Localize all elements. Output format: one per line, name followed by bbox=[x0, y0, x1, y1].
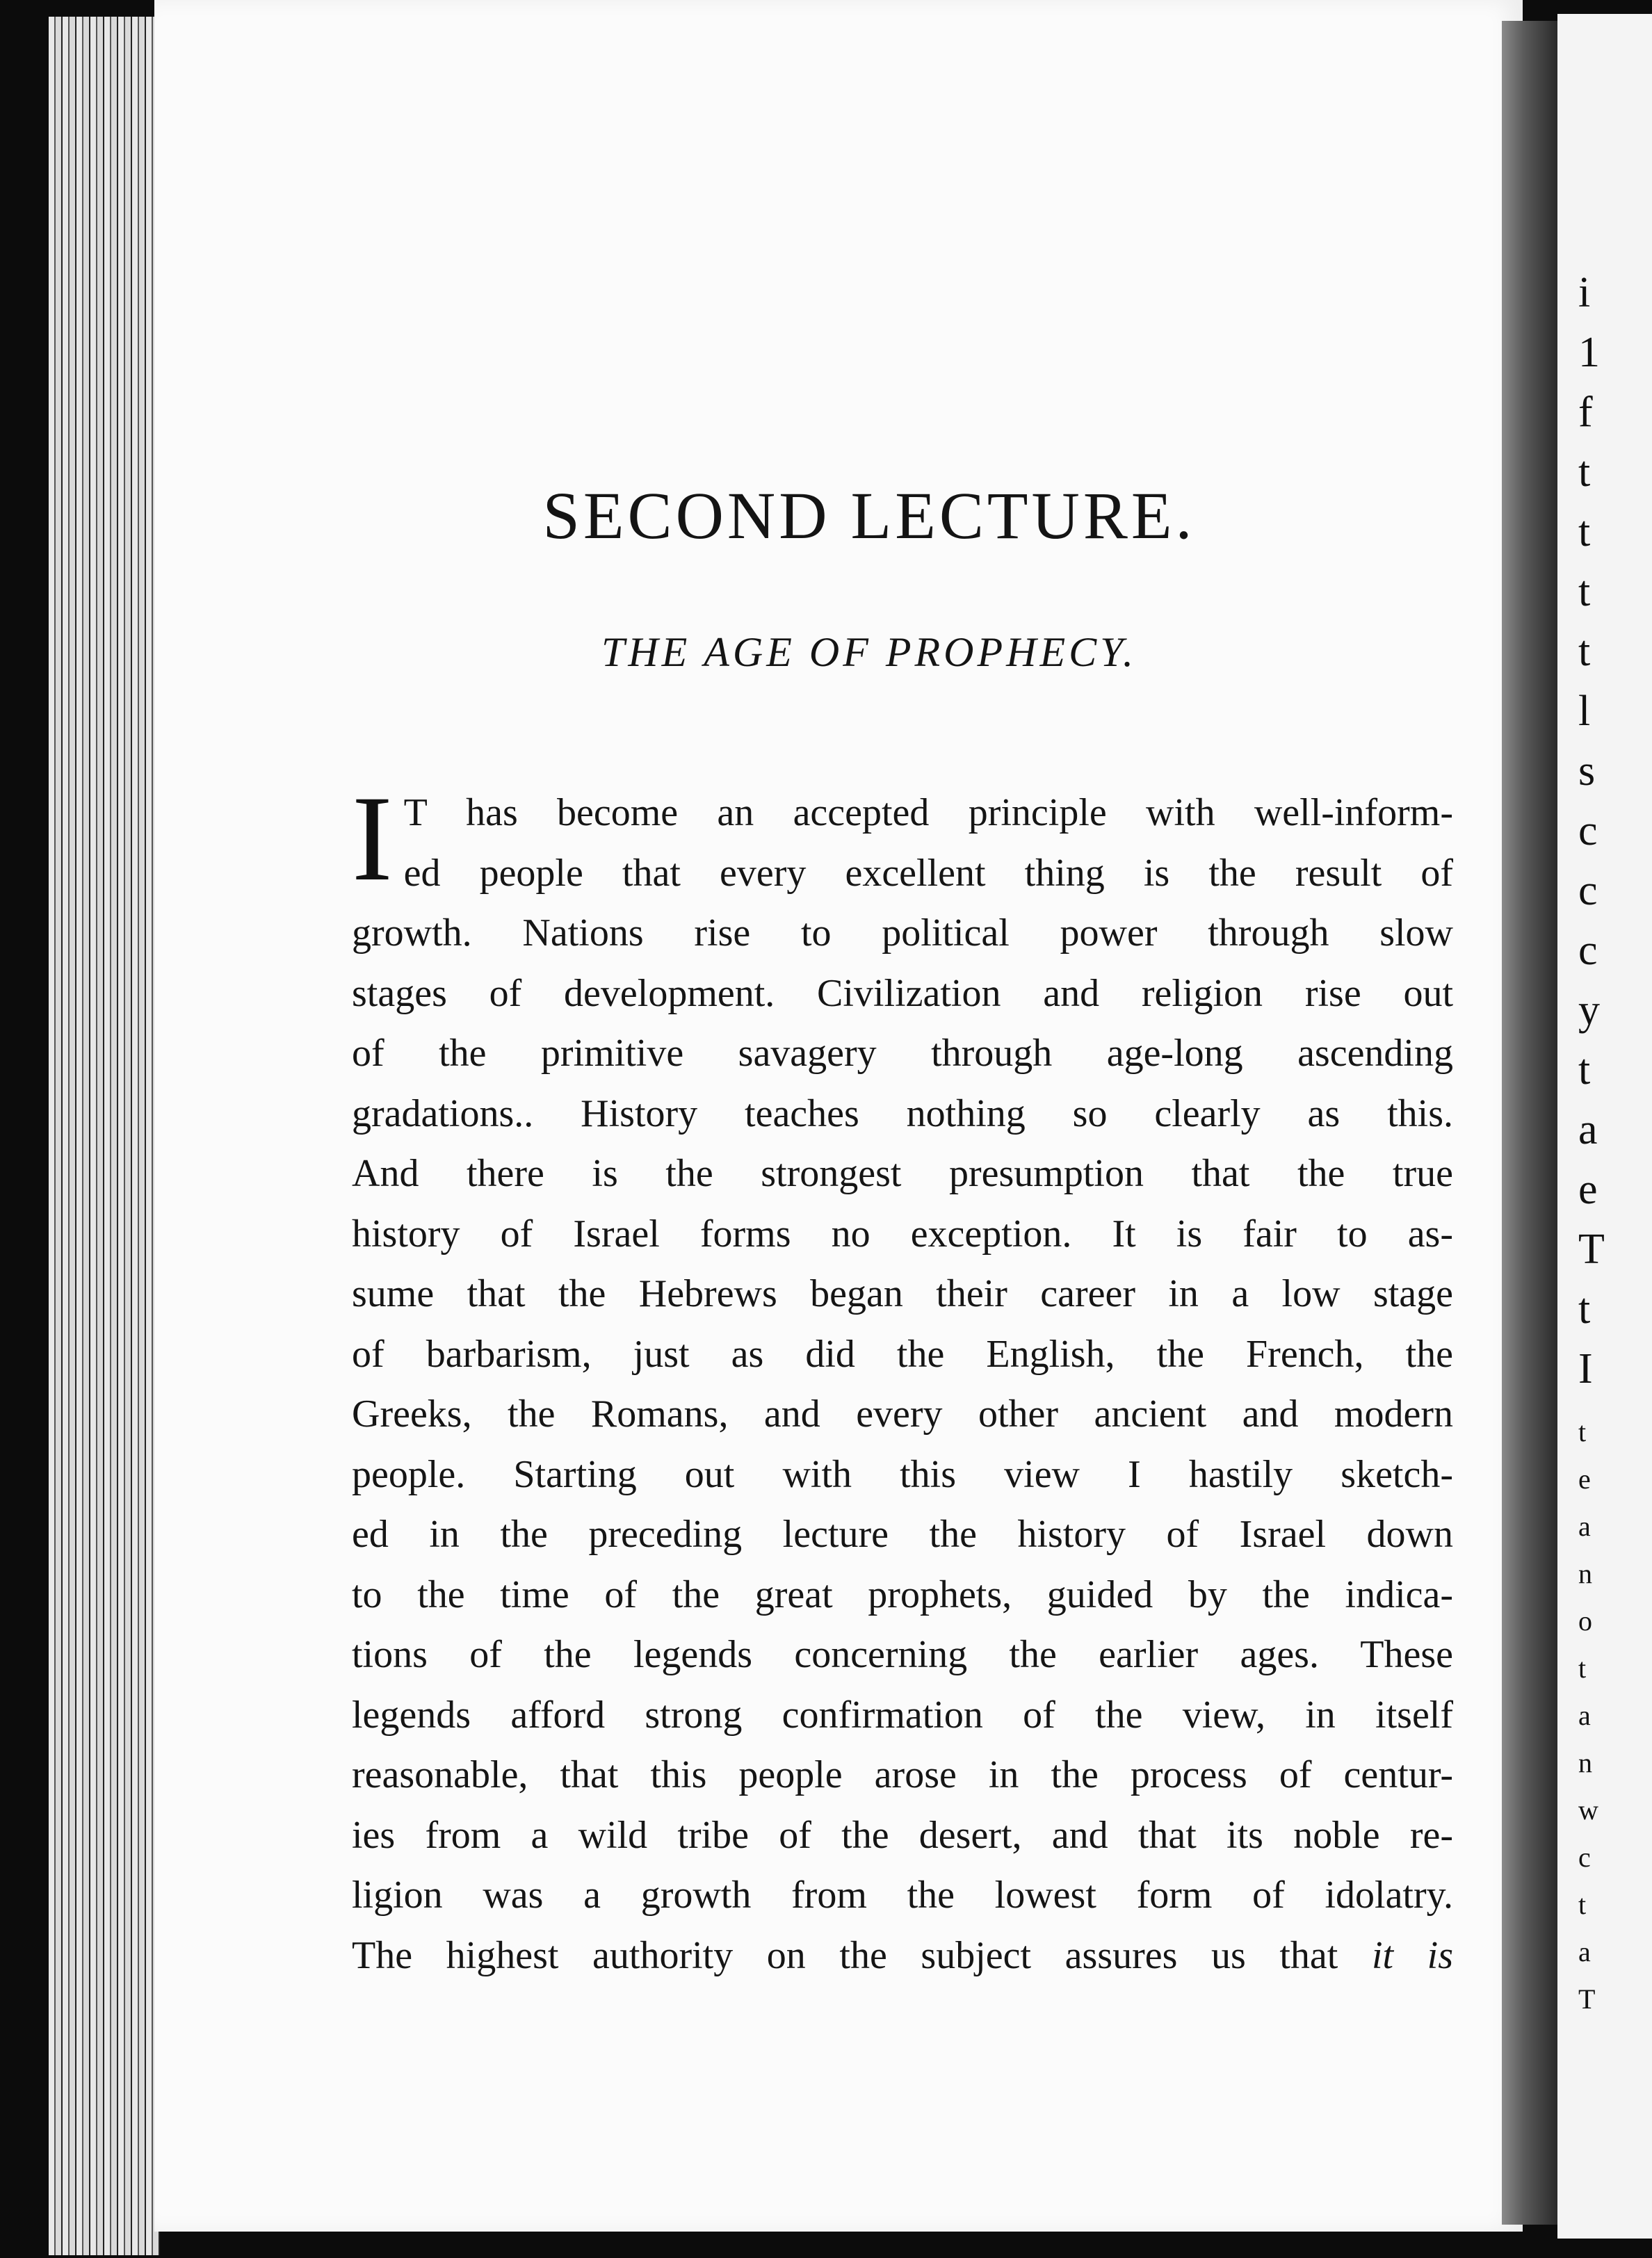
adjacent-page-letter: f bbox=[1578, 389, 1593, 436]
text-line: The highest authority on the subject assures us that it is bbox=[352, 1933, 1454, 1977]
text-line: ed in the preceding lecture the history of Israel down bbox=[352, 1513, 1453, 1556]
book-gutter bbox=[1502, 21, 1557, 2225]
text-line: gradations.. History teaches nothing so clearly as this. bbox=[352, 1091, 1453, 1135]
adjacent-page-letter: 1 bbox=[1578, 329, 1600, 376]
adjacent-page-letter: o bbox=[1578, 1605, 1592, 1636]
drop-cap: I bbox=[352, 771, 393, 907]
adjacent-page-letter: w bbox=[1578, 1794, 1598, 1826]
text-line: And there is the strongest presumption that the true bbox=[352, 1152, 1453, 1195]
chapter-subtitle: THE AGE OF PROPHECY. bbox=[601, 629, 1137, 675]
adjacent-page-letter: t bbox=[1578, 1285, 1591, 1333]
adjacent-page-letter: a bbox=[1578, 1700, 1591, 1731]
adjacent-page-letter: t bbox=[1578, 508, 1591, 555]
page-edges bbox=[49, 17, 160, 2255]
adjacent-page-letter: i bbox=[1578, 269, 1591, 316]
text-line: growth. Nations rise to political power through slow bbox=[352, 911, 1453, 955]
text-line: sume that the Hebrews began their career in a low stage bbox=[352, 1272, 1453, 1315]
text-line: to the time of the great prophets, guided by the indica- bbox=[352, 1573, 1453, 1616]
adjacent-page-letter: n bbox=[1578, 1747, 1592, 1778]
adjacent-page-letter: t bbox=[1578, 628, 1591, 675]
adjacent-page-letter: t bbox=[1578, 1046, 1591, 1094]
text-line: people. Starting out with this view I hastily sketch- bbox=[352, 1452, 1453, 1496]
adjacent-page-letter: c bbox=[1578, 867, 1598, 914]
adjacent-page-letter: c bbox=[1578, 1842, 1591, 1873]
adjacent-page-letter: a bbox=[1578, 1106, 1598, 1153]
adjacent-page-letter: s bbox=[1578, 747, 1596, 795]
text-line: ligion was a growth from the lowest form of idolatry. bbox=[352, 1874, 1453, 1917]
adjacent-page-letter: I bbox=[1578, 1345, 1593, 1392]
adjacent-page-letter: n bbox=[1578, 1558, 1592, 1589]
text-line: Greeks, the Romans, and every other ancient and modern bbox=[352, 1392, 1453, 1436]
adjacent-page-letter: T bbox=[1578, 1983, 1596, 2015]
adjacent-page-letter: c bbox=[1578, 927, 1598, 974]
text-line: of barbarism, just as did the English, the French, the bbox=[352, 1332, 1453, 1376]
adjacent-page-letter: a bbox=[1578, 1511, 1591, 1542]
italic-phrase: it is bbox=[1371, 1933, 1454, 1977]
text-line: stages of development. Civilization and religion rise out bbox=[352, 971, 1453, 1015]
body-text bbox=[352, 771, 1454, 1985]
text-line: legends afford strong confirmation of the view, in itself bbox=[352, 1693, 1453, 1737]
text-line: of the primitive savagery through age-long ascending bbox=[352, 1032, 1453, 1075]
adjacent-page-letter: e bbox=[1578, 1166, 1598, 1213]
adjacent-page-letter: l bbox=[1578, 688, 1591, 735]
adjacent-page-letter: T bbox=[1578, 1226, 1605, 1273]
adjacent-page-letter: a bbox=[1578, 1936, 1591, 1967]
adjacent-page-letter: y bbox=[1578, 986, 1600, 1034]
text-line: tions of the legends concerning the earlier ages. These bbox=[352, 1633, 1453, 1676]
text-line: history of Israel forms no exception. It is fair to as- bbox=[352, 1212, 1453, 1256]
adjacent-page-letter: t bbox=[1578, 448, 1591, 496]
text-line: ed people that every excellent thing is the result of bbox=[403, 851, 1453, 895]
text-line: T has become an accepted principle with well-inform- bbox=[403, 791, 1453, 834]
text-line: reasonable, that this people arose in the process of centur- bbox=[352, 1753, 1453, 1796]
adjacent-page-letter: t bbox=[1578, 1652, 1587, 1684]
adjacent-page-letter: t bbox=[1578, 568, 1591, 615]
adjacent-page-fragment bbox=[1557, 14, 1652, 2239]
adjacent-page-letter: c bbox=[1578, 807, 1598, 854]
adjacent-page-letter: e bbox=[1578, 1463, 1591, 1495]
adjacent-page-letter: t bbox=[1578, 1416, 1587, 1447]
text-line: ies from a wild tribe of the desert, and that its noble re- bbox=[352, 1813, 1453, 1857]
chapter-title: SECOND LECTURE. bbox=[542, 478, 1196, 553]
adjacent-page-letter: t bbox=[1578, 1889, 1587, 1920]
